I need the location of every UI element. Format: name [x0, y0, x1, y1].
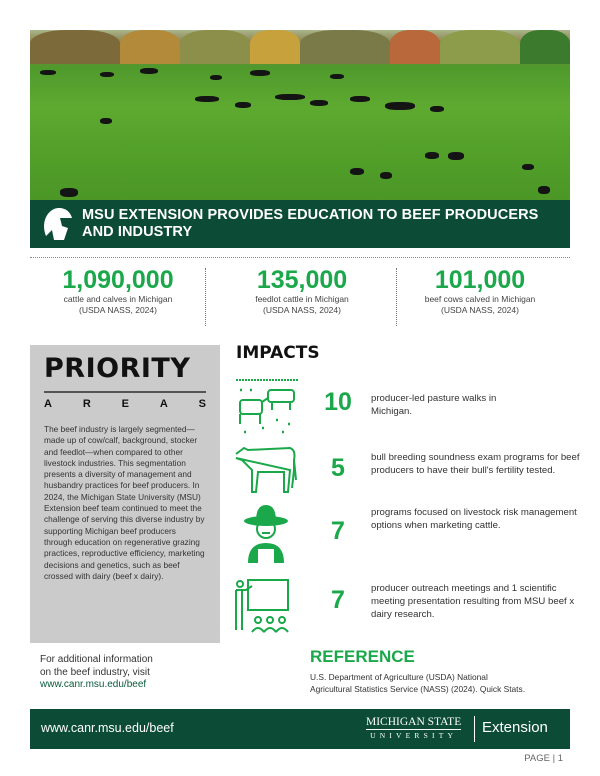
- impact-item: [232, 440, 582, 502]
- stat-cattle-calves: [28, 266, 208, 316]
- pasture-cattle-icon: [232, 376, 300, 438]
- priority-subheading: [44, 398, 206, 410]
- impact-text: producer-led pasture walks in Michigan.: [371, 393, 497, 417]
- impact-number: 7: [331, 586, 345, 614]
- reference-line: Agricultural Statistics Service (NASS) (2024). Quick Stats.: [310, 684, 526, 694]
- reference-line: U.S. Department of Agriculture (USDA) National: [310, 672, 488, 682]
- cattle-pasture-photo: [30, 30, 570, 202]
- letter: A: [44, 398, 52, 410]
- footer-bar: [30, 709, 570, 749]
- stat-label: feedlot cattle in Michigan: [255, 294, 349, 304]
- more-info-line: For additional information: [40, 654, 153, 665]
- impact-item: [232, 376, 582, 438]
- reference-heading: REFERENCE: [310, 647, 415, 666]
- impact-text: producer outreach meetings and 1 scientific meeting presentation resulting from MSU beef x dairy research.: [371, 583, 575, 620]
- stat-divider: [205, 268, 206, 326]
- impact-number: 5: [331, 454, 345, 482]
- reference-text: [310, 671, 525, 695]
- farmer-icon: [232, 503, 300, 565]
- spartan-helmet-logo-icon: [40, 206, 74, 242]
- letter: A: [159, 398, 168, 410]
- banner-title: MSU EXTENSION PROVIDES EDUCATION TO BEEF PRODUCERS AND INDUSTRY: [82, 207, 539, 240]
- dotted-divider: [30, 257, 570, 258]
- impact-number: 10: [324, 388, 352, 416]
- stat-feedlot-cattle: [212, 266, 392, 316]
- impact-item: [232, 503, 582, 565]
- beef-link[interactable]: www.canr.msu.edu/beef: [40, 679, 147, 690]
- stat-source: (USDA NASS, 2024): [79, 305, 157, 315]
- impact-text: bull breeding soundness exam programs for beef producers to have their bull's fertility tested.: [371, 452, 580, 476]
- title-banner: [30, 200, 570, 248]
- stat-beef-cows: [390, 266, 570, 316]
- footer-url-link[interactable]: www.canr.msu.edu/beef: [41, 721, 174, 735]
- stat-value: 135,000: [256, 266, 348, 294]
- priority-body: The beef industry is largely segmented—made up of cow/calf, background, stocker and feedlot—when compared to other livestock industries. This segmentation presents a diversity of management and husbandry practices for beef producers. In 2024, the Michigan State University (MSU) Extension beef team continued to meet the challenge of serving this diverse industry by supporting Michigan beef producers through education on regenerative grazing practices, reproductive efficiency, marketing decisions and genetics, such as beef crossed with dairy (beef x dairy).: [44, 424, 205, 581]
- additional-info: [40, 654, 153, 692]
- stat-source: (USDA NASS, 2024): [263, 305, 341, 315]
- more-info-line: on the beef industry, visit: [40, 666, 150, 678]
- letter: E: [121, 398, 129, 410]
- stat-label: cattle and calves in Michigan: [63, 294, 173, 304]
- stat-value: 1,090,000: [62, 266, 174, 294]
- impacts-heading: IMPACTS: [236, 343, 320, 363]
- priority-rule: [44, 391, 206, 393]
- logo-line1: MICHIGAN STATE: [366, 716, 462, 728]
- letter: R: [82, 398, 91, 410]
- stat-value: 101,000: [434, 266, 526, 294]
- msu-logo: [366, 716, 461, 741]
- extension-label: Extension: [482, 719, 548, 736]
- logo-divider: [474, 716, 475, 742]
- stat-source: (USDA NASS, 2024): [441, 305, 519, 315]
- cow-icon: [232, 440, 300, 502]
- priority-areas-box: [30, 345, 220, 643]
- page-number: PAGE | 1: [524, 753, 563, 764]
- presentation-icon: [232, 578, 300, 640]
- stat-label: beef cows calved in Michigan: [424, 294, 536, 304]
- impact-item: [232, 578, 582, 640]
- impact-number: 7: [331, 517, 345, 545]
- logo-line2: UNIVERSITY: [370, 731, 458, 740]
- impact-text: programs focused on livestock risk management options when marketing cattle.: [371, 507, 577, 531]
- priority-heading: PRIORITY: [44, 353, 191, 384]
- letter: S: [198, 398, 206, 410]
